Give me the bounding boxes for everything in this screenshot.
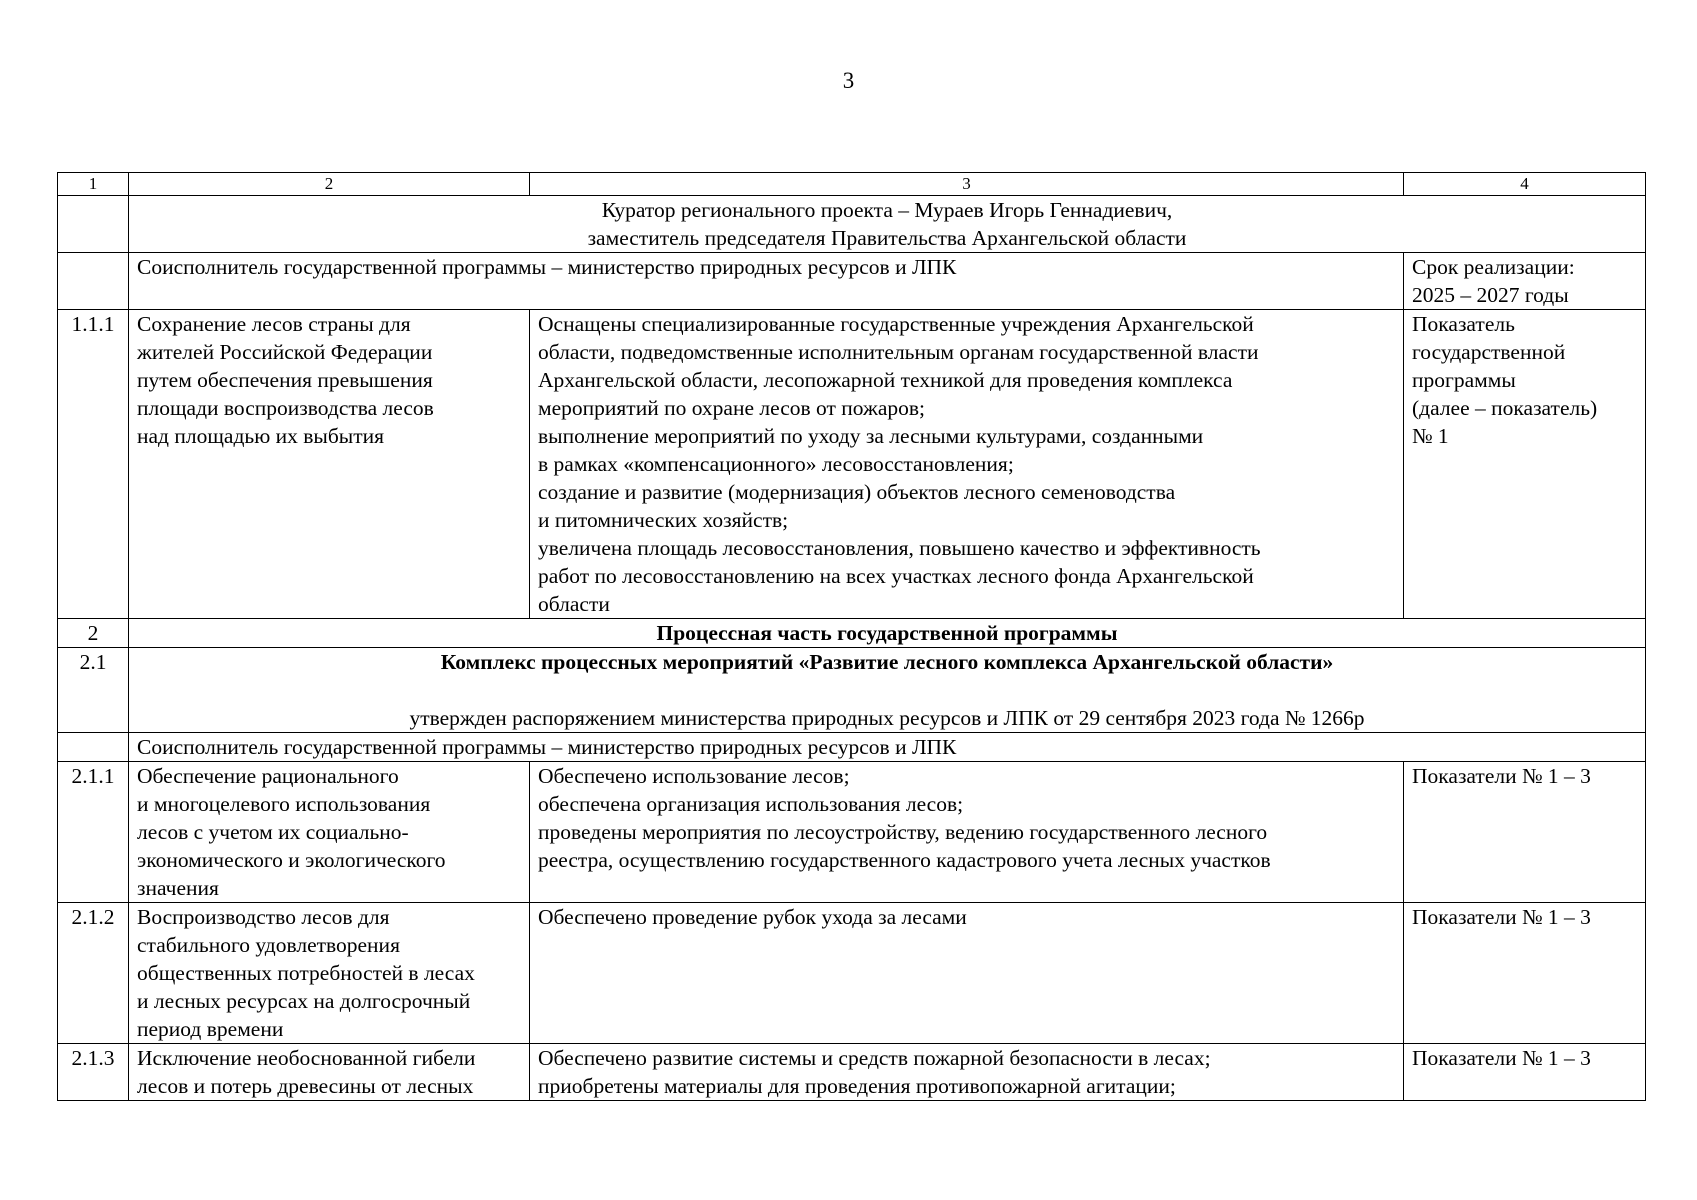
- task-line: общественных потребностей в лесах: [137, 961, 475, 985]
- task-line: жителей Российской Федерации: [137, 340, 433, 364]
- task-line: Обеспечение рационального: [137, 764, 399, 788]
- coexecutor-row: [58, 253, 1646, 310]
- effect-cell: [530, 1044, 1404, 1101]
- curator-line: Куратор регионального проекта – Мураев Игорь Геннадиевич,: [601, 198, 1173, 222]
- table-row: [58, 903, 1646, 1044]
- task-line: и лесных ресурсах на долгосрочный: [137, 989, 471, 1013]
- row-number: 1.1.1: [58, 310, 129, 619]
- effect-line: Обеспечено использование лесов;: [538, 764, 850, 788]
- task-line: площади воспроизводства лесов: [137, 396, 434, 420]
- effect-line: в рамках «компенсационного» лесовосстановления;: [538, 452, 1014, 476]
- effect-line: обеспечена организация использования лесов;: [538, 792, 964, 816]
- task-line: лесов и потерь древесины от лесных: [137, 1074, 474, 1098]
- coexecutor-cell: Соисполнитель государственной программы – министерство природных ресурсов и ЛПК: [129, 253, 1404, 310]
- indicator-cell: [1404, 310, 1646, 619]
- effect-line: Архангельской области, лесопожарной техникой для проведения комплекса: [538, 368, 1233, 392]
- term-cell: [1404, 253, 1646, 310]
- term-line: 2025 – 2027 годы: [1412, 283, 1569, 307]
- subsection-cell: [129, 648, 1646, 733]
- coexecutor-cell: Соисполнитель государственной программы – министерство природных ресурсов и ЛПК: [129, 733, 1646, 762]
- effect-line: приобретены материалы для проведения противопожарной агитации;: [538, 1074, 1176, 1098]
- header-row: [58, 173, 1646, 196]
- row-number: 2.1.2: [58, 903, 129, 1044]
- header-cell-4: 4: [1404, 173, 1646, 196]
- indicator-cell: Показатели № 1 – 3: [1404, 1044, 1646, 1101]
- row-number: 2.1.1: [58, 762, 129, 903]
- indicator-line: программы: [1412, 368, 1516, 392]
- header-cell-2: 2: [129, 173, 530, 196]
- subsection-row: [58, 648, 1646, 733]
- effect-line: области: [538, 592, 610, 616]
- effect-line: области, подведомственные исполнительным органам государственной власти: [538, 340, 1259, 364]
- task-line: стабильного удовлетворения: [137, 933, 400, 957]
- header-cell-1: 1: [58, 173, 129, 196]
- header-cell-3: 3: [530, 173, 1404, 196]
- task-line: период времени: [137, 1017, 284, 1041]
- curator-row: [58, 196, 1646, 253]
- effect-line: работ по лесовосстановлению на всех участках лесного фонда Архангельской: [538, 564, 1254, 588]
- subsection-number: 2.1: [58, 648, 129, 733]
- indicator-line: № 1: [1412, 424, 1449, 448]
- section-title: Процессная часть государственной программы: [129, 619, 1646, 648]
- table-row: [58, 762, 1646, 903]
- effect-line: создание и развитие (модернизация) объектов лесного семеноводства: [538, 480, 1176, 504]
- effect-line: реестра, осуществлению государственного кадастрового учета лесных участков: [538, 848, 1271, 872]
- section-number: 2: [58, 619, 129, 648]
- section-row: [58, 619, 1646, 648]
- effect-line: увеличена площадь лесовосстановления, повышено качество и эффективность: [538, 536, 1261, 560]
- indicator-line: государственной: [1412, 340, 1566, 364]
- effect-line: Обеспечено проведение рубок ухода за лесами: [538, 905, 967, 929]
- table-row: [58, 310, 1646, 619]
- row-number: 2.1.3: [58, 1044, 129, 1101]
- term-line: Срок реализации:: [1412, 255, 1575, 279]
- task-cell: [129, 310, 530, 619]
- subsection-approval: утвержден распоряжением министерства природных ресурсов и ЛПК от 29 сентября 2023 года № 1266р: [409, 706, 1365, 730]
- task-line: над площадью их выбытия: [137, 424, 385, 448]
- task-line: и многоцелевого использования: [137, 792, 431, 816]
- effect-line: Обеспечено развитие системы и средств пожарной безопасности в лесах;: [538, 1046, 1211, 1070]
- task-line: лесов с учетом их социально-: [137, 820, 409, 844]
- subsection-title: Комплекс процессных мероприятий «Развитие лесного комплекса Архангельской области»: [440, 650, 1334, 674]
- curator-line: заместитель председателя Правительства Архангельской области: [587, 226, 1187, 250]
- coexecutor-row: [58, 733, 1646, 762]
- effect-cell: [530, 310, 1404, 619]
- effect-line: Оснащены специализированные государственные учреждения Архангельской: [538, 312, 1254, 336]
- curator-cell: [129, 196, 1646, 253]
- indicator-cell: Показатели № 1 – 3: [1404, 903, 1646, 1044]
- effect-line: проведены мероприятия по лесоустройству, ведению государственного лесного: [538, 820, 1268, 844]
- indicator-line: (далее – показатель): [1412, 396, 1598, 420]
- page-number: 3: [842, 68, 855, 93]
- table-row: [58, 1044, 1646, 1101]
- effect-cell: [530, 903, 1404, 1044]
- effect-line: и питомнических хозяйств;: [538, 508, 789, 532]
- indicator-line: Показатель: [1412, 312, 1515, 336]
- task-cell: [129, 1044, 530, 1101]
- task-line: Сохранение лесов страны для: [137, 312, 411, 336]
- indicator-cell: Показатели № 1 – 3: [1404, 762, 1646, 903]
- task-line: путем обеспечения превышения: [137, 368, 433, 392]
- task-line: значения: [137, 876, 219, 900]
- effect-line: выполнение мероприятий по уходу за лесными культурами, созданными: [538, 424, 1204, 448]
- program-table: [57, 172, 1646, 1101]
- task-cell: [129, 762, 530, 903]
- effect-cell: [530, 762, 1404, 903]
- task-cell: [129, 903, 530, 1044]
- effect-line: мероприятий по охране лесов от пожаров;: [538, 396, 925, 420]
- task-line: Исключение необоснованной гибели: [137, 1046, 476, 1070]
- task-line: Воспроизводство лесов для: [137, 905, 390, 929]
- task-line: экономического и экологического: [137, 848, 446, 872]
